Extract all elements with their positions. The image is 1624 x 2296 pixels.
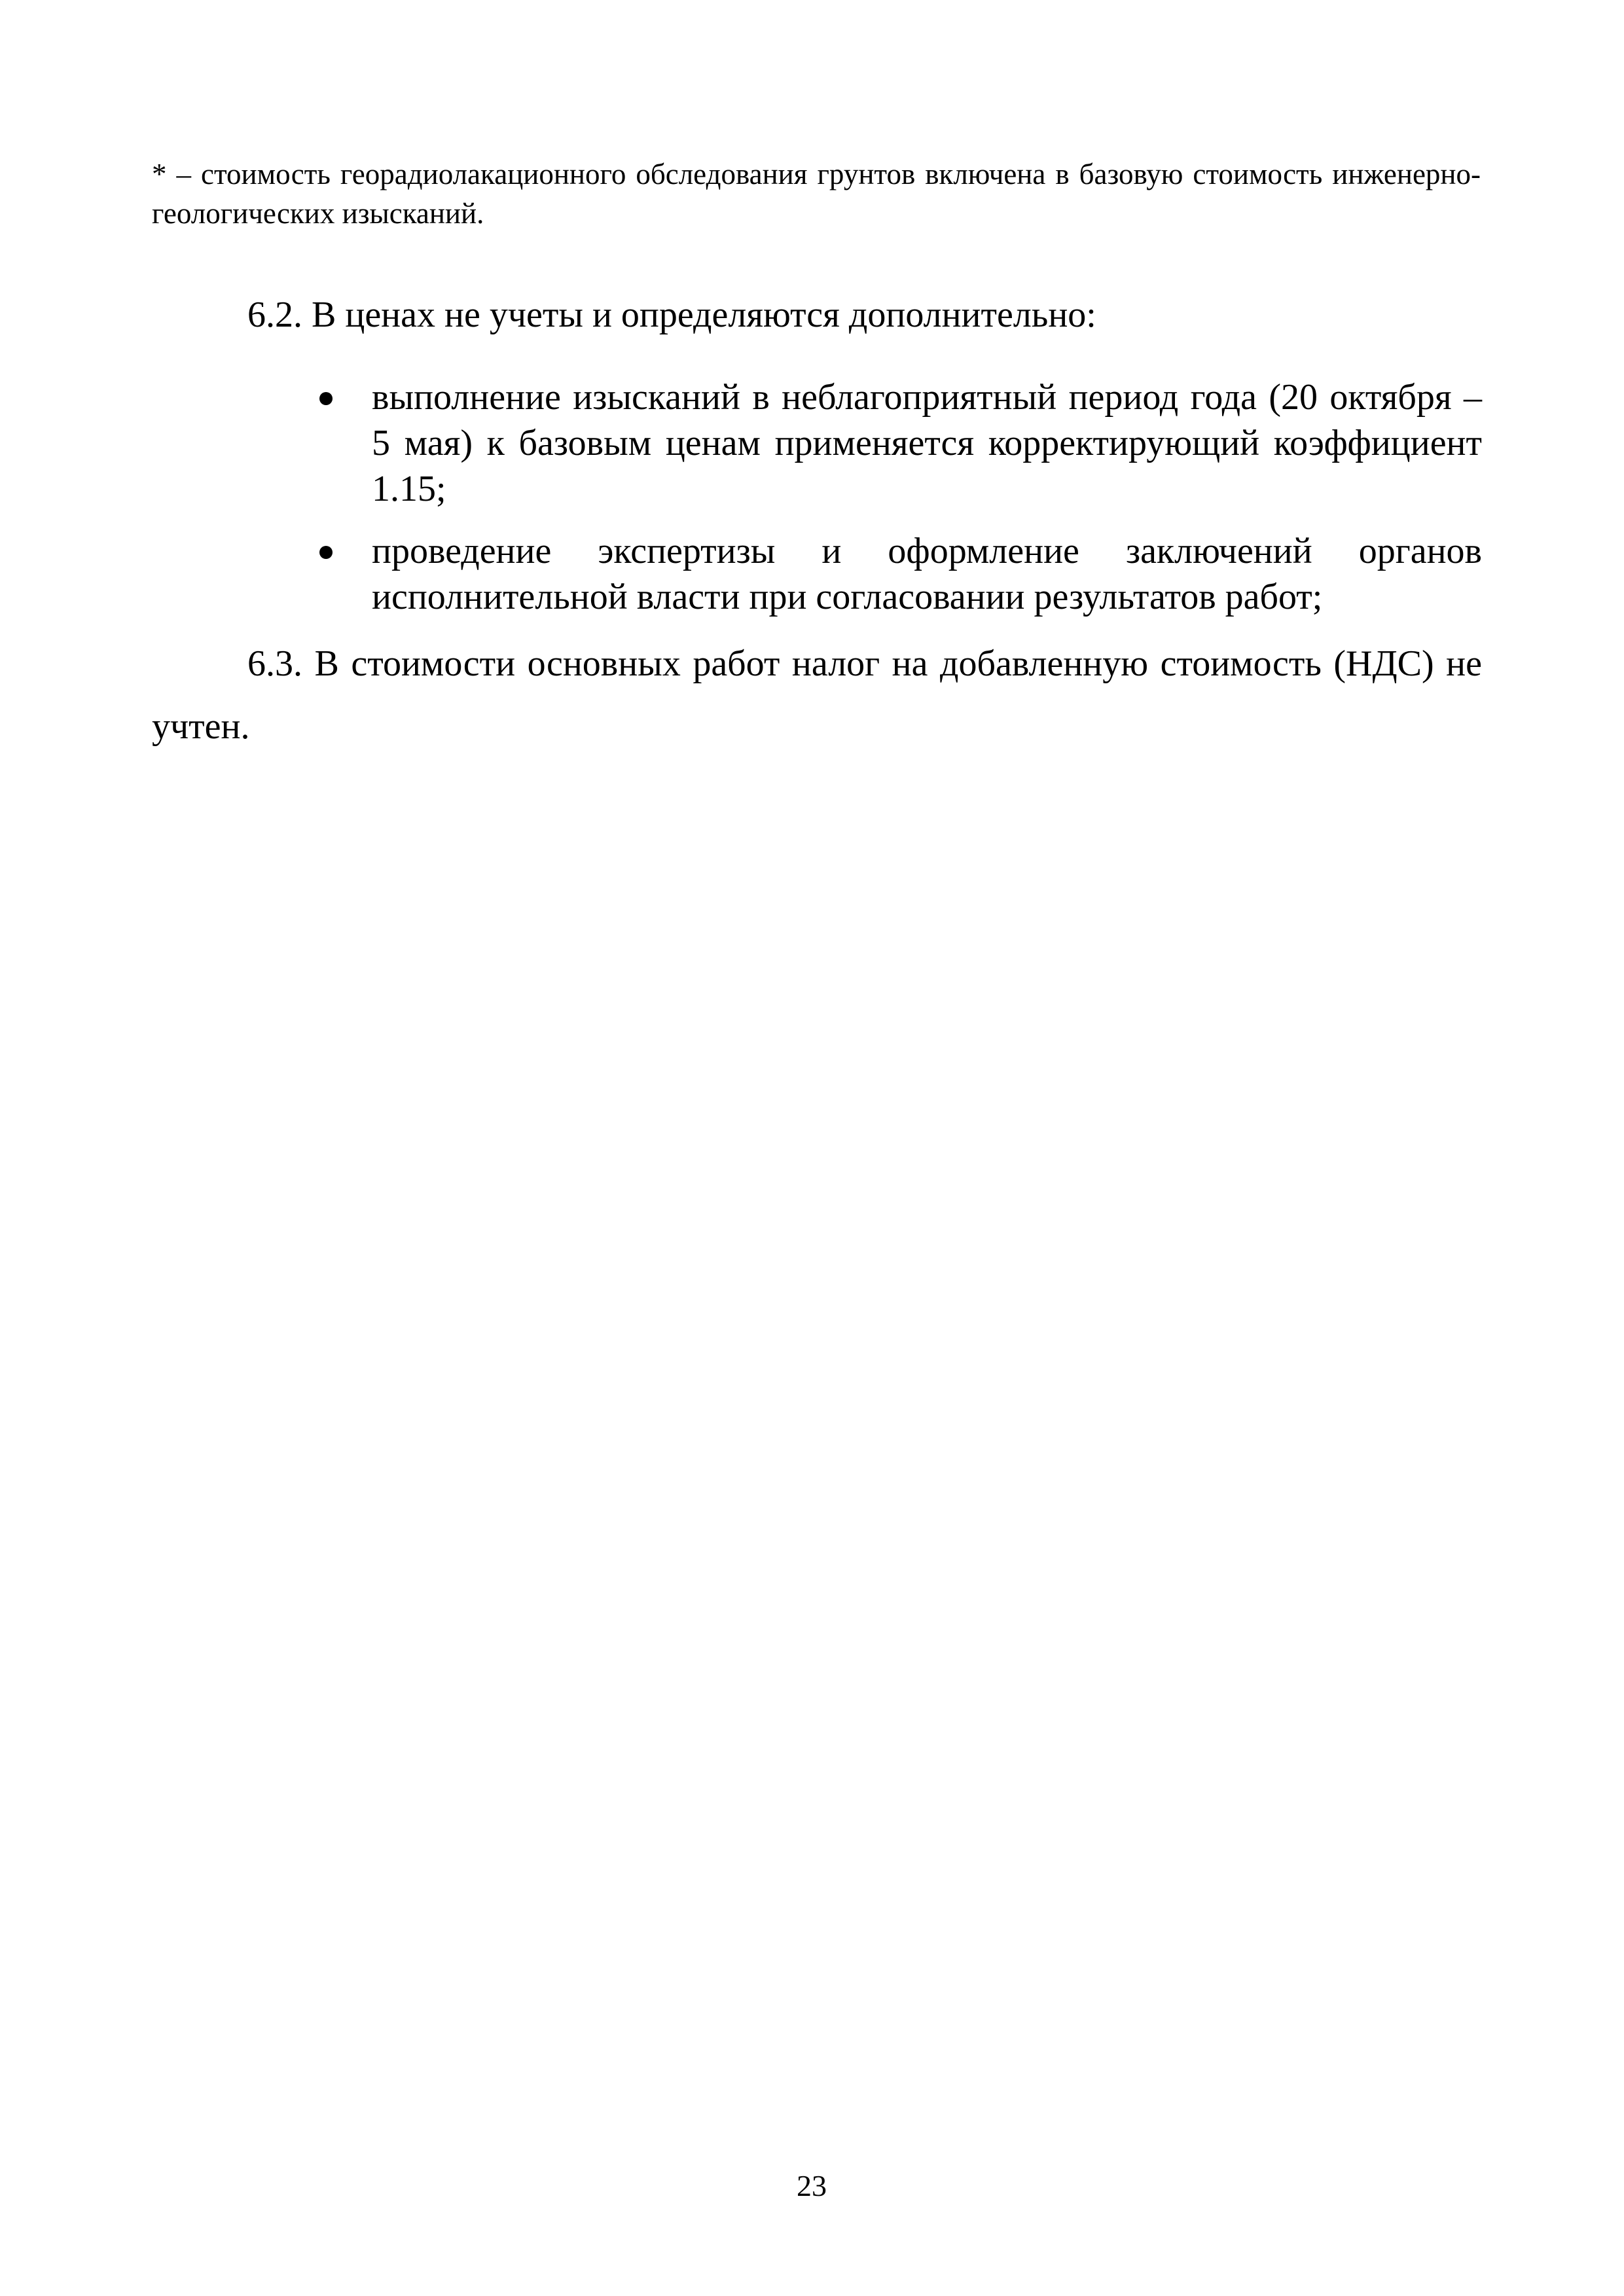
- footnote-text: * – стоимость георадиолакационного обследования грунтов включена в базовую стоимость инженерно-геологических изысканий.: [152, 158, 1481, 230]
- section-6-2-heading: 6.2. В ценах не учеты и определяются дополнительно:: [247, 295, 1096, 335]
- bullet-icon: [319, 546, 333, 559]
- bullet-text: выполнение изысканий в неблагоприятный период года (20 октября – 5 мая) к базовым ценам применяется корректирующий коэффициент 1.15;: [372, 377, 1482, 509]
- bullet-icon: [319, 392, 333, 405]
- section-6-3-paragraph: 6.3. В стоимости основных работ налог на добавленную стоимость (НДС) не учтен.: [152, 643, 1482, 747]
- bullet-text: проведение экспертизы и оформление заключений органов исполнительной власти при согласовании результатов работ;: [372, 531, 1482, 617]
- page-number: 23: [797, 2169, 827, 2202]
